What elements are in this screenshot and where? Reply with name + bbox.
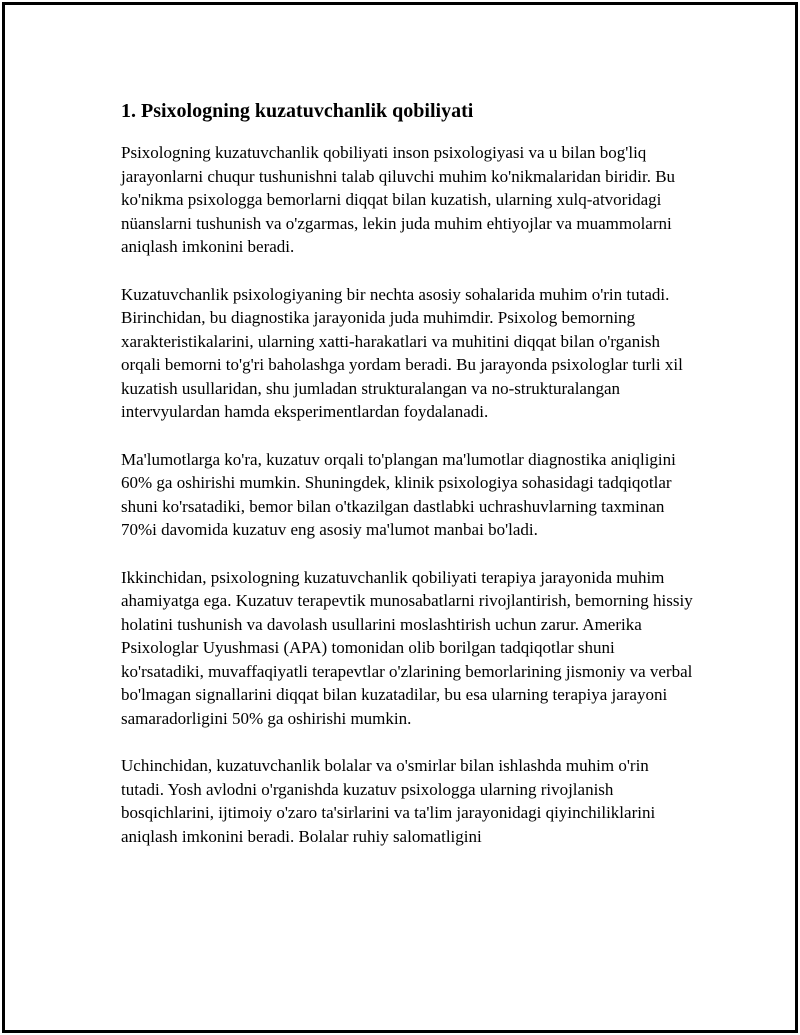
- document-body: [121, 97, 693, 872]
- paragraph-2: Kuzatuvchanlik psixologiyaning bir nechta asosiy sohalarida muhim o'rin tutadi. Birinchidan, bu diagnostika jarayonida juda muhimdir. Psixolog bemorning xarakteristikalarini, ularning xatti-harakatlari va muhitini diqqat bilan o'rganish orqali bemorni to'g'ri baholashga yordam beradi. Bu jarayonda psixologlar turli xil kuzatish usullaridan, shu jumladan strukturalangan va no-strukturalangan intervyulardan hamda eksperimentlardan foydalanadi.: [121, 284, 683, 421]
- section-heading: 1. Psixologning kuzatuvchanlik qobiliyati: [121, 100, 474, 122]
- paragraph-3: Ma'lumotlarga ko'ra, kuzatuv orqali to'plangan ma'lumotlar diagnostika aniqligini 60% ga oshirishi mumkin. Shuningdek, klinik psixologiya sohasidagi tadqiqotlar shuni ko'rsatadiki, bemor bilan o'tkazilgan dastlabki uchrashuvlarning taxminan 70%i davomida kuzatuv eng asosiy ma'lumot manbai bo'ladi.: [121, 449, 676, 539]
- page-frame: [2, 2, 798, 1033]
- paragraph-5: Uchinchidan, kuzatuvchanlik bolalar va o'smirlar bilan ishlashda muhim o'rin tutadi. Yosh avlodni o'rganishda kuzatuv psixologga ularning rivojlanish bosqichlarini, ijtimoiy o'zaro ta'sirlarini va ta'lim jarayonidagi qiyinchiliklarini aniqlash imkonini beradi. Bolalar ruhiy salomatligini: [121, 756, 656, 846]
- paragraph-4: Ikkinchidan, psixologning kuzatuvchanlik qobiliyati terapiya jarayonida muhim ahamiyatga ega. Kuzatuv terapevtik munosabatlarni rivojlantirish, bemorning hissiy holatini tushunish va davolash usullarini moslashtirish uchun zarur. Amerika Psixologlar Uyushmasi (APA) tomonidan olib borilgan tadqiqotlar shuni ko'rsatadiki, muvaffaqiyatli terapevtlar o'zlarining bemorlarining jismoniy va verbal bo'lmagan signallarini diqqat bilan kuzatadilar, bu esa ularning terapiya jarayoni samaradorligini 50% ga oshirishi mumkin.: [121, 567, 693, 728]
- paragraph-1: Psixologning kuzatuvchanlik qobiliyati inson psixologiyasi va u bilan bog'liq jarayonlarni chuqur tushunishni talab qiluvchi muhim ko'nikmalaridan biridir. Bu ko'nikma psixologga bemorlarni diqqat bilan kuzatish, ularning xulq-atvoridagi nüanslarni tushunish va o'zgarmas, lekin juda muhim ehtiyojlar va muammolarni aniqlash imkonini beradi.: [121, 143, 676, 256]
